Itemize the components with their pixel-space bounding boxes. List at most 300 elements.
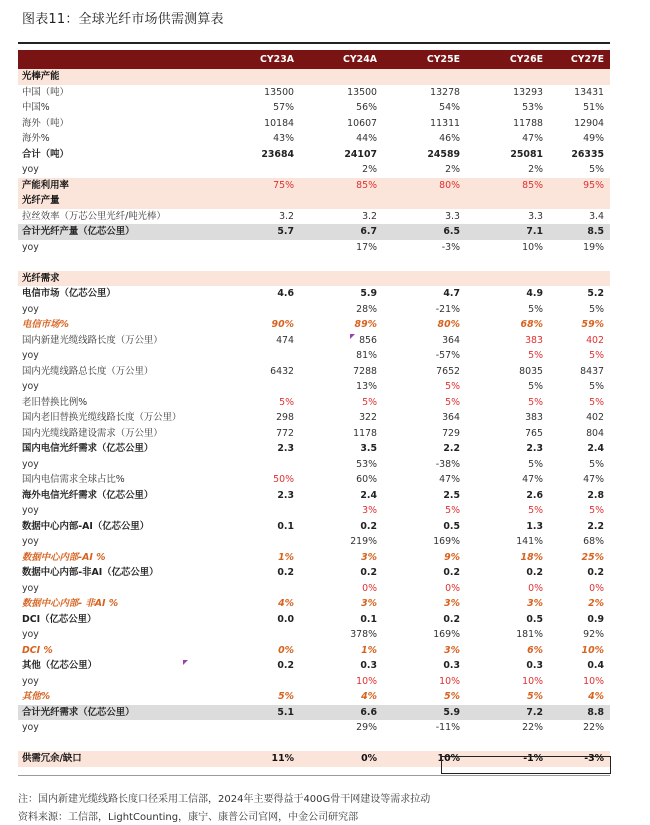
row-label: yoy bbox=[22, 164, 39, 175]
table-row bbox=[18, 488, 610, 504]
row-label: 光棒产能 bbox=[18, 69, 223, 85]
table-row bbox=[18, 674, 610, 690]
row-label: yoy bbox=[22, 303, 39, 315]
cell-value bbox=[466, 255, 549, 271]
cell-value: 3% bbox=[361, 598, 377, 609]
cell-value: -1% bbox=[466, 751, 549, 767]
cell-value: 5% bbox=[445, 381, 460, 392]
cell-value: 5% bbox=[362, 396, 377, 408]
cell-value: 8035 bbox=[519, 365, 543, 377]
cell-value: 3% bbox=[362, 505, 377, 516]
cell-value bbox=[383, 736, 466, 752]
cell-value: 5% bbox=[444, 691, 460, 702]
cell-value bbox=[223, 255, 300, 271]
cell-value: 219% bbox=[350, 536, 377, 547]
cell-value: 2% bbox=[362, 164, 377, 175]
table-row bbox=[18, 379, 610, 395]
cell-value: 856 bbox=[359, 334, 377, 346]
cell-value: 59% bbox=[581, 319, 604, 330]
cell-value: 378% bbox=[350, 629, 377, 640]
title-divider bbox=[18, 42, 610, 44]
cell-value: 47% bbox=[522, 474, 543, 485]
cell-value: 8437 bbox=[580, 365, 604, 377]
row-label: yoy bbox=[22, 505, 39, 516]
row-label: DCI（亿芯公里） bbox=[22, 613, 97, 625]
table-row bbox=[18, 550, 610, 566]
row-label: 合计光纤产量（亿芯公里） bbox=[18, 224, 223, 240]
cell-value: 2.3 bbox=[277, 443, 294, 454]
cell-value: 0.2 bbox=[277, 567, 294, 578]
cell-value: -38% bbox=[435, 458, 460, 470]
cell-value: 24589 bbox=[427, 148, 460, 160]
cell-value: 19% bbox=[583, 241, 604, 253]
cell-value: 0.2 bbox=[277, 660, 294, 671]
cell-value: 92% bbox=[583, 629, 604, 640]
table-row bbox=[18, 410, 610, 426]
cell-value: 0% bbox=[362, 582, 377, 594]
row-label: 国内光缆线路总长度（万公里） bbox=[22, 365, 154, 377]
row-label: 光纤需求 bbox=[18, 271, 223, 287]
row-label: yoy bbox=[22, 350, 39, 361]
cell-value: 10% bbox=[356, 675, 377, 687]
row-label: yoy bbox=[22, 536, 39, 547]
table-row bbox=[18, 69, 610, 85]
cell-value: 8.8 bbox=[549, 705, 610, 721]
cell-value: 2.2 bbox=[587, 520, 604, 532]
cell-value bbox=[223, 674, 300, 690]
cell-value: 10% bbox=[439, 675, 460, 687]
row-label: yoy bbox=[22, 722, 39, 733]
cell-value: 3.5 bbox=[360, 443, 377, 454]
chart-title: 图表11：全球光纤市场供需测算表 bbox=[22, 12, 224, 27]
cell-value: 9% bbox=[444, 551, 460, 563]
cell-value bbox=[223, 379, 300, 395]
cell-value: 5% bbox=[528, 303, 543, 315]
cell-value: -57% bbox=[435, 350, 460, 361]
cell-value: 4.7 bbox=[443, 288, 460, 299]
cell-value: 1% bbox=[278, 551, 294, 563]
table-row bbox=[18, 689, 610, 705]
header-cy27e: CY27E bbox=[549, 50, 610, 69]
table-row bbox=[18, 736, 610, 752]
cell-value: 1% bbox=[361, 644, 377, 656]
cell-value: 8.5 bbox=[549, 224, 610, 240]
row-label bbox=[18, 736, 223, 752]
table-row bbox=[18, 100, 610, 116]
cell-value: 364 bbox=[442, 412, 460, 423]
row-label: 老旧替换比例% bbox=[22, 396, 88, 408]
supply-demand-table bbox=[18, 50, 610, 767]
cell-value: 141% bbox=[516, 536, 543, 547]
table-row bbox=[18, 162, 610, 178]
row-label: 海外电信光纤需求（亿芯公里） bbox=[22, 489, 154, 501]
cell-value: 0% bbox=[589, 582, 604, 594]
header-cy25e: CY25E bbox=[383, 50, 466, 69]
row-label: 拉丝效率（万芯公里光纤/吨光棒） bbox=[22, 210, 166, 222]
cell-value: 6.5 bbox=[383, 224, 466, 240]
cell-value: 5.9 bbox=[383, 705, 466, 721]
cell-value: 4.9 bbox=[526, 288, 543, 299]
table-row bbox=[18, 193, 610, 209]
cell-value: 7652 bbox=[436, 365, 460, 377]
cell-value: -21% bbox=[435, 303, 460, 315]
cell-value: 10% bbox=[581, 644, 604, 656]
table-row bbox=[18, 596, 610, 612]
cell-value: 0.2 bbox=[360, 567, 377, 578]
cell-value: 17% bbox=[356, 241, 377, 253]
cell-value: 57% bbox=[273, 102, 294, 113]
table-row bbox=[18, 472, 610, 488]
cell-value: 0.3 bbox=[443, 660, 460, 671]
table-row bbox=[18, 131, 610, 147]
cell-value: 5% bbox=[589, 396, 604, 408]
cell-value: 0.4 bbox=[587, 660, 604, 671]
cell-value bbox=[223, 627, 300, 643]
cell-value: 29% bbox=[356, 722, 377, 733]
cell-value: 364 bbox=[442, 334, 460, 346]
table-row bbox=[18, 395, 610, 411]
cell-value bbox=[466, 69, 549, 85]
cell-value: 81% bbox=[356, 350, 377, 361]
table-row bbox=[18, 178, 610, 194]
cell-value bbox=[466, 736, 549, 752]
cell-value: 68% bbox=[520, 319, 543, 330]
cell-value: 49% bbox=[583, 133, 604, 144]
cell-value: 804 bbox=[586, 427, 604, 439]
row-label bbox=[18, 255, 223, 271]
cell-value: 10% bbox=[583, 675, 604, 687]
cell-value: 44% bbox=[356, 133, 377, 144]
cell-value bbox=[300, 193, 383, 209]
cell-value: 80% bbox=[437, 319, 460, 330]
cell-value: 5.7 bbox=[223, 224, 300, 240]
footer-divider bbox=[18, 775, 610, 776]
row-label: yoy bbox=[22, 241, 39, 253]
row-label: 其他（亿芯公里） bbox=[22, 660, 98, 671]
row-label: 电信市场% bbox=[22, 319, 69, 330]
cell-value: 2% bbox=[588, 598, 604, 609]
cell-value bbox=[223, 240, 300, 256]
table-row bbox=[18, 317, 610, 333]
cell-value: 0.2 bbox=[587, 567, 604, 578]
cell-value bbox=[549, 69, 610, 85]
table-row bbox=[18, 519, 610, 535]
cell-value: 5% bbox=[528, 381, 543, 392]
cell-value: 3% bbox=[527, 598, 543, 609]
cell-value: 26335 bbox=[571, 148, 604, 160]
cell-value bbox=[223, 534, 300, 550]
cell-value: 4% bbox=[278, 598, 294, 609]
table-row bbox=[18, 503, 610, 519]
cell-value: 56% bbox=[356, 102, 377, 113]
cell-value bbox=[223, 581, 300, 597]
cell-value: 3% bbox=[444, 644, 460, 656]
cell-value: 0.1 bbox=[360, 613, 377, 625]
table-body bbox=[18, 69, 610, 767]
header-cy23a: CY23A bbox=[223, 50, 300, 69]
cell-value: 75% bbox=[223, 178, 300, 194]
cell-value: 13500 bbox=[264, 86, 294, 98]
source-note: 资料来源：工信部，LightCounting，康宁、康普公司官网，中金公司研究部 bbox=[18, 812, 359, 823]
table-row bbox=[18, 441, 610, 457]
cell-value: 47% bbox=[439, 474, 460, 485]
row-label: 光纤产量 bbox=[18, 193, 223, 209]
row-label: 电信市场（亿芯公里） bbox=[22, 288, 116, 299]
row-label: 中国（吨） bbox=[22, 86, 69, 98]
cell-value: 5.1 bbox=[223, 705, 300, 721]
cell-value: 90% bbox=[271, 319, 294, 330]
cell-value: 383 bbox=[525, 412, 543, 423]
cell-value: 3.3 bbox=[528, 210, 543, 222]
cell-value: 18% bbox=[520, 551, 543, 563]
table-row bbox=[18, 364, 610, 380]
table-row bbox=[18, 643, 610, 659]
table-row bbox=[18, 426, 610, 442]
row-label: 其他% bbox=[22, 691, 51, 702]
cell-value: 95% bbox=[549, 178, 610, 194]
cell-value: 22% bbox=[583, 722, 604, 733]
cell-value bbox=[300, 69, 383, 85]
row-label: 国内老旧替换光缆线路长度（万公里） bbox=[22, 412, 182, 423]
cell-value: 169% bbox=[433, 536, 460, 547]
cell-value: 43% bbox=[273, 133, 294, 144]
cell-value: 13293 bbox=[513, 86, 543, 98]
table-row bbox=[18, 565, 610, 581]
cell-value: 5% bbox=[527, 691, 543, 702]
cell-value bbox=[223, 193, 300, 209]
cell-value: 7288 bbox=[353, 365, 377, 377]
table-row bbox=[18, 286, 610, 302]
cell-value bbox=[223, 302, 300, 318]
cell-value: 5% bbox=[278, 691, 294, 702]
cell-value: 0% bbox=[278, 644, 294, 656]
cell-value: 5% bbox=[589, 505, 604, 516]
cell-value: 0.2 bbox=[360, 520, 377, 532]
cell-value bbox=[223, 736, 300, 752]
cell-value: 7.2 bbox=[466, 705, 549, 721]
cell-value: 47% bbox=[522, 133, 543, 144]
cell-value: 13278 bbox=[430, 86, 460, 98]
cell-value: 6% bbox=[527, 644, 543, 656]
cell-value: 2.2 bbox=[443, 443, 460, 454]
cell-value: 2.5 bbox=[443, 489, 460, 501]
cell-value: 10% bbox=[522, 241, 543, 253]
cell-value: 11311 bbox=[430, 117, 460, 129]
cell-value: 729 bbox=[442, 427, 460, 439]
cell-value: 383 bbox=[525, 334, 543, 346]
row-label: 数据中心内部-AI % bbox=[22, 551, 106, 563]
footnote: 注：国内新建光缆线路长度口径采用工信部，2024年主要得益于400G骨干网建设等需求拉动 bbox=[18, 794, 431, 805]
cell-value bbox=[223, 503, 300, 519]
cell-value: 0.1 bbox=[277, 520, 294, 532]
cell-value: 3.4 bbox=[589, 210, 604, 222]
row-label: 国内电信光纤需求（亿芯公里） bbox=[22, 443, 154, 454]
cell-value: 2.3 bbox=[526, 443, 543, 454]
table-row bbox=[18, 271, 610, 287]
cell-value: 2.4 bbox=[587, 443, 604, 454]
cell-value: 54% bbox=[439, 102, 460, 113]
cell-value: 6432 bbox=[270, 365, 294, 377]
cell-value: 1.3 bbox=[526, 520, 543, 532]
row-label: 海外（吨） bbox=[22, 117, 69, 129]
cell-value: 2% bbox=[445, 164, 460, 175]
cell-value: 0.5 bbox=[526, 613, 543, 625]
cell-value: 10184 bbox=[264, 117, 294, 129]
cell-value bbox=[549, 271, 610, 287]
cell-value: 25% bbox=[581, 551, 604, 563]
cell-value: 51% bbox=[583, 102, 604, 113]
cell-value: 13500 bbox=[347, 86, 377, 98]
cell-value: 1178 bbox=[353, 427, 377, 439]
cell-value: 53% bbox=[522, 102, 543, 113]
cell-value: 5% bbox=[445, 396, 460, 408]
cell-value bbox=[549, 736, 610, 752]
table-row bbox=[18, 658, 610, 674]
table-row bbox=[18, 457, 610, 473]
cell-value: 765 bbox=[525, 427, 543, 439]
cell-value: 13431 bbox=[574, 86, 604, 98]
cell-value: 28% bbox=[356, 303, 377, 315]
table-row bbox=[18, 85, 610, 101]
cell-value: 5% bbox=[589, 381, 604, 392]
table-row bbox=[18, 255, 610, 271]
header-cy24a: CY24A bbox=[300, 50, 383, 69]
cell-value: 7.1 bbox=[466, 224, 549, 240]
cell-value: 169% bbox=[433, 629, 460, 640]
cell-value: 0.2 bbox=[443, 613, 460, 625]
cell-value: 10% bbox=[522, 675, 543, 687]
cell-value: 80% bbox=[383, 178, 466, 194]
row-label: yoy bbox=[22, 675, 39, 687]
cell-value: 298 bbox=[276, 412, 294, 423]
cell-value: -11% bbox=[435, 722, 460, 733]
cell-value bbox=[223, 457, 300, 473]
cell-value: 23684 bbox=[261, 148, 294, 160]
cell-value bbox=[223, 69, 300, 85]
cell-value: 402 bbox=[586, 412, 604, 423]
cell-value: 68% bbox=[583, 536, 604, 547]
cell-value: 5% bbox=[589, 303, 604, 315]
row-label: yoy bbox=[22, 381, 39, 392]
cell-value bbox=[383, 69, 466, 85]
cell-value: 5% bbox=[528, 505, 543, 516]
cell-value: 10607 bbox=[347, 117, 377, 129]
cell-value: 5% bbox=[528, 350, 543, 361]
cell-value: 4% bbox=[588, 691, 604, 702]
cell-value: 5% bbox=[589, 458, 604, 470]
cell-value: 4% bbox=[361, 691, 377, 702]
cell-value: 322 bbox=[359, 412, 377, 423]
row-label: 数据中心内部-非AI（亿芯公里） bbox=[22, 567, 159, 578]
cell-value: 85% bbox=[466, 178, 549, 194]
table-row bbox=[18, 302, 610, 318]
cell-value: 53% bbox=[356, 458, 377, 470]
row-label: 合计光纤需求（亿芯公里） bbox=[18, 705, 223, 721]
table-row bbox=[18, 612, 610, 628]
table-row bbox=[18, 240, 610, 256]
cell-value bbox=[300, 255, 383, 271]
cell-value: 3% bbox=[361, 551, 377, 563]
cell-value: 89% bbox=[354, 319, 377, 330]
cell-value: 4.6 bbox=[277, 288, 294, 299]
table-row bbox=[18, 705, 610, 721]
table-row bbox=[18, 116, 610, 132]
cell-value: 2.4 bbox=[360, 489, 377, 501]
cell-value: 11% bbox=[223, 751, 300, 767]
cell-value: 5% bbox=[445, 505, 460, 516]
cell-value: 402 bbox=[586, 334, 604, 346]
cell-value: 6.6 bbox=[300, 705, 383, 721]
cell-value bbox=[466, 271, 549, 287]
cell-value bbox=[383, 271, 466, 287]
cell-value bbox=[223, 348, 300, 364]
row-label: 国内新建光缆线路长度（万公里） bbox=[22, 334, 163, 346]
row-label: yoy bbox=[22, 629, 39, 640]
table-row bbox=[18, 224, 610, 240]
table-row bbox=[18, 581, 610, 597]
cell-value: 5.2 bbox=[587, 288, 604, 299]
cell-value: 3.3 bbox=[445, 210, 460, 222]
row-label: 合计（吨） bbox=[22, 148, 69, 160]
header-cy26e: CY26E bbox=[466, 50, 549, 69]
cell-value: -3% bbox=[441, 241, 460, 253]
cell-value: 25081 bbox=[510, 148, 543, 160]
row-label: 国内电信需求全球占比% bbox=[22, 474, 125, 485]
row-label: 中国% bbox=[22, 102, 50, 113]
cell-value: 60% bbox=[356, 474, 377, 485]
cell-value: 12904 bbox=[574, 117, 604, 129]
cell-value: 5% bbox=[279, 396, 294, 408]
cell-value: 6.7 bbox=[300, 224, 383, 240]
table-row bbox=[18, 720, 610, 736]
row-label: yoy bbox=[22, 582, 39, 594]
cell-value: 2.6 bbox=[526, 489, 543, 501]
cell-value: 50% bbox=[273, 474, 294, 485]
cell-value bbox=[383, 193, 466, 209]
cell-value: 2.3 bbox=[277, 489, 294, 501]
cell-value: 0.3 bbox=[526, 660, 543, 671]
cell-value: 22% bbox=[522, 722, 543, 733]
cell-value: 474 bbox=[276, 334, 294, 346]
row-label: 供需冗余/缺口 bbox=[18, 751, 223, 767]
cell-value: 0.0 bbox=[277, 613, 294, 625]
cell-value: 2% bbox=[528, 164, 543, 175]
row-label: 产能利用率 bbox=[18, 178, 223, 194]
table-row bbox=[18, 209, 610, 225]
cell-value: 5% bbox=[528, 396, 543, 408]
row-label: 数据中心内部- 非AI % bbox=[22, 598, 119, 609]
cell-value: 5% bbox=[528, 458, 543, 470]
table-row bbox=[18, 333, 610, 349]
row-label: 国内光缆线路建设需求（万公里） bbox=[22, 427, 163, 439]
cell-value: 0.2 bbox=[526, 567, 543, 578]
cell-value bbox=[549, 255, 610, 271]
cell-value bbox=[223, 162, 300, 178]
comment-marker-icon bbox=[183, 660, 188, 665]
cell-value: 46% bbox=[439, 133, 460, 144]
cell-value: 13% bbox=[356, 381, 377, 392]
cell-value: 47% bbox=[583, 474, 604, 485]
cell-value: 5.9 bbox=[360, 288, 377, 299]
cell-value: 11788 bbox=[513, 117, 543, 129]
table-row bbox=[18, 147, 610, 163]
cell-value: 772 bbox=[276, 427, 294, 439]
cell-value: 5% bbox=[589, 350, 604, 361]
table-row bbox=[18, 627, 610, 643]
cell-value: 3% bbox=[444, 598, 460, 609]
cell-value: 10% bbox=[383, 751, 466, 767]
cell-value bbox=[383, 255, 466, 271]
